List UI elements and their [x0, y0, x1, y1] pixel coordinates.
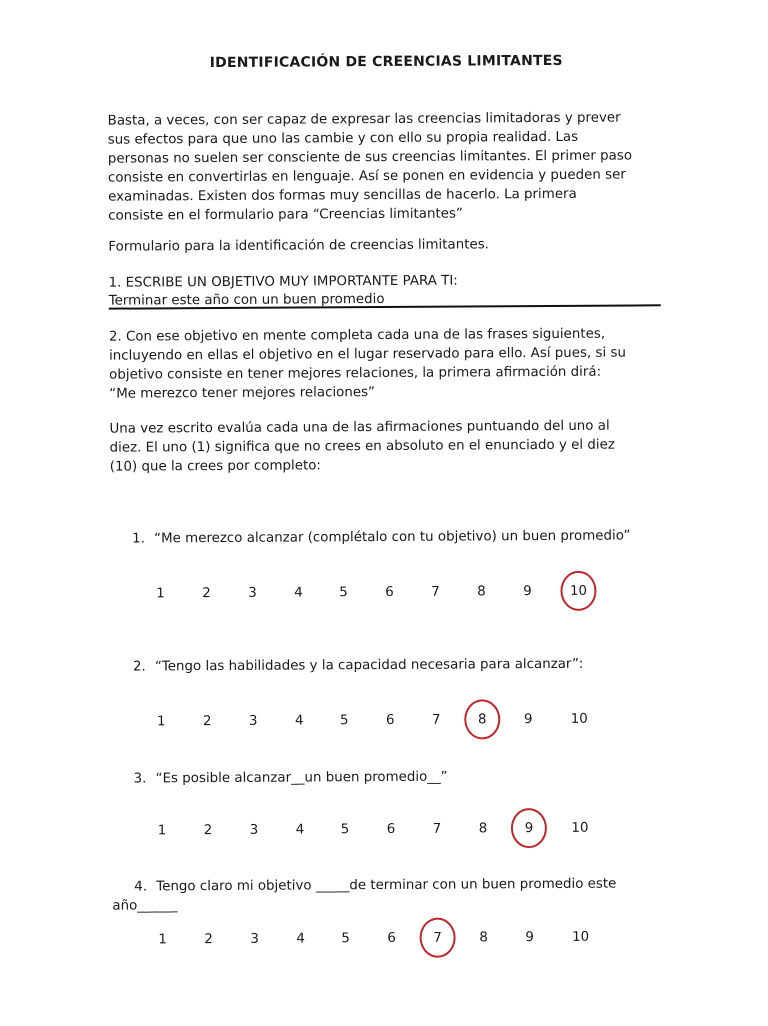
rating-option-5[interactable]: 5 — [339, 585, 348, 601]
rating-option-10[interactable]: 10 — [572, 929, 590, 945]
rating-option-10[interactable]: 10 — [569, 583, 588, 599]
statement-number: 2. — [132, 659, 146, 675]
rating-option-1[interactable]: 1 — [156, 714, 166, 730]
rating-option-2[interactable]: 2 — [204, 932, 213, 948]
rating-option-2[interactable]: 2 — [203, 823, 213, 839]
step2-line: incluyendo en ellas el objetivo en el lugar reservado para ello. Así pues, si su — [108, 345, 626, 364]
step2-line: objetivo consiste en tener mejores relaciones, la primera afirmación dirá: — [109, 364, 602, 383]
rating-option-9[interactable]: 9 — [523, 584, 532, 600]
rating-option-3[interactable]: 3 — [248, 585, 257, 601]
rating-option-7[interactable]: 7 — [431, 584, 440, 600]
statement-2 — [133, 654, 663, 676]
step2-line: 2. Con ese objetivo en mente completa cada una de las frases siguientes, — [108, 326, 606, 345]
statement-4 — [112, 874, 664, 915]
rating-scale-1 — [0, 576, 768, 611]
statement-text: “Me merezco alcanzar (complétalo con tu objetivo) un buen promedio” — [154, 528, 631, 547]
rating-scale-3 — [2, 813, 768, 848]
intro-line: examinadas. Existen dos formas muy sencillas de hacerlo. La primera — [108, 186, 577, 205]
page-title: IDENTIFICACIÓN DE CREENCIAS LIMITANTES — [209, 52, 563, 72]
rating-option-8[interactable]: 8 — [477, 712, 487, 728]
intro-line: personas no suelen ser consciente de sus creencias limitantes. El primer paso — [107, 148, 633, 167]
step1-answer[interactable]: Terminar este año con un buen promedio — [108, 291, 385, 309]
intro-line: consiste en convertirlas en lenguaje. Así se ponen en evidencia y pueden ser — [107, 167, 626, 186]
rating-option-5[interactable]: 5 — [340, 822, 350, 838]
intro-paragraph — [108, 108, 661, 225]
rating-option-6[interactable]: 6 — [386, 821, 396, 837]
rating-option-7[interactable]: 7 — [433, 930, 442, 946]
rating-option-1[interactable]: 1 — [157, 823, 167, 839]
rating-scale-4 — [3, 922, 768, 957]
statement-text: “Es posible alcanzar__un buen promedio__” — [155, 769, 448, 787]
rating-option-10[interactable]: 10 — [571, 820, 589, 836]
rating-option-3[interactable]: 3 — [249, 822, 259, 838]
statement-text-continued: año______ — [112, 898, 178, 914]
instruction-line: Una vez escrito evalúa cada una de las afirmaciones puntuando del uno al — [109, 418, 610, 437]
rating-option-8[interactable]: 8 — [479, 930, 488, 946]
step1-label: 1. ESCRIBE UN OBJETIVO MUY IMPORTANTE PARA TI: — [108, 273, 458, 291]
rating-option-6[interactable]: 6 — [387, 930, 396, 946]
step2-line: “Me merezco tener mejores relaciones” — [109, 385, 376, 402]
intro-line: sus efectos para que uno las cambie y con ello su propia realidad. Las — [107, 129, 579, 148]
rating-option-9[interactable]: 9 — [525, 930, 534, 946]
intro-line: Basta, a veces, con ser capaz de expresar las creencias limitadoras y prever — [107, 110, 621, 129]
statement-text: Tengo claro mi objetivo _____de terminar con un buen promedio este — [156, 876, 617, 895]
rating-option-6[interactable]: 6 — [385, 584, 394, 600]
rating-option-4[interactable]: 4 — [294, 585, 303, 601]
rating-option-4[interactable]: 4 — [296, 931, 305, 947]
rating-option-10[interactable]: 10 — [570, 711, 588, 727]
rating-option-4[interactable]: 4 — [294, 713, 304, 729]
instruction-paragraph — [109, 416, 661, 476]
step2-paragraph — [109, 324, 661, 403]
rating-option-3[interactable]: 3 — [250, 931, 259, 947]
intro-line: consiste en el formulario para “Creencias limitantes” — [108, 206, 463, 224]
rating-option-9[interactable]: 9 — [524, 821, 534, 837]
rating-option-7[interactable]: 7 — [432, 821, 442, 837]
rating-option-3[interactable]: 3 — [248, 713, 258, 729]
statement-number: 4. — [134, 879, 148, 895]
instruction-line: diez. El uno (1) significa que no crees en absoluto en el enunciado y el diez — [109, 437, 615, 456]
rating-option-2[interactable]: 2 — [202, 714, 212, 730]
rating-option-5[interactable]: 5 — [339, 713, 349, 729]
instruction-line: (10) que la crees por completo: — [109, 458, 321, 475]
statement-1 — [132, 526, 662, 548]
statement-number: 1. — [132, 531, 145, 547]
rating-option-1[interactable]: 1 — [158, 932, 167, 948]
rating-option-8[interactable]: 8 — [478, 821, 488, 837]
rating-option-9[interactable]: 9 — [523, 712, 533, 728]
statement-number: 3. — [133, 771, 147, 787]
rating-option-5[interactable]: 5 — [341, 931, 350, 947]
rating-scale-2 — [1, 704, 768, 739]
statement-text: “Tengo las habilidades y la capacidad necesaria para alcanzar”: — [154, 656, 584, 675]
rating-option-1[interactable]: 1 — [156, 586, 165, 602]
rating-option-7[interactable]: 7 — [431, 712, 441, 728]
rating-option-2[interactable]: 2 — [202, 586, 211, 602]
statement-3 — [134, 766, 664, 788]
form-heading: Formulario para la identificación de creencias limitantes. — [108, 237, 489, 255]
rating-option-8[interactable]: 8 — [477, 584, 486, 600]
rating-option-6[interactable]: 6 — [385, 712, 395, 728]
rating-option-4[interactable]: 4 — [295, 822, 305, 838]
